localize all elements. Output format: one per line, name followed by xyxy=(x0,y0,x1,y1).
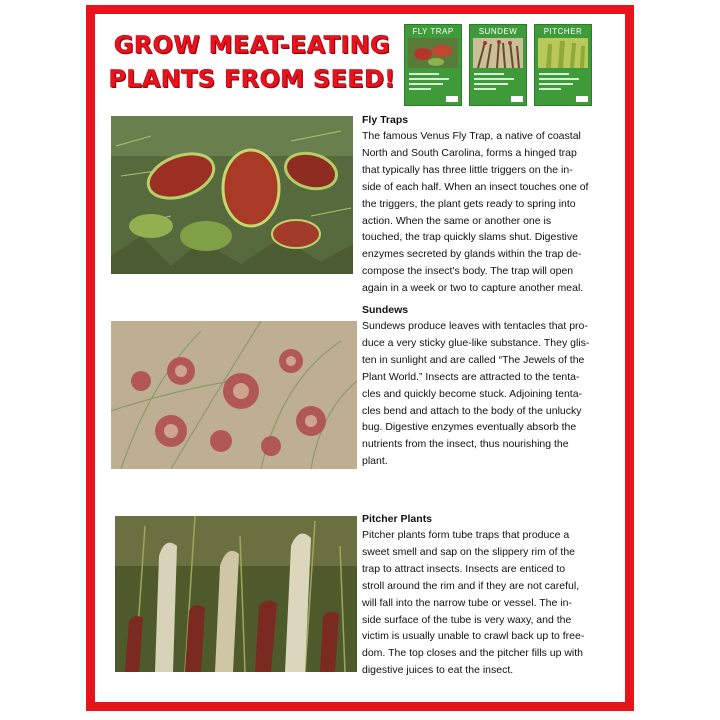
section-body xyxy=(362,318,612,470)
text-line: sweet smell and sap on the slippery rim of the xyxy=(362,545,576,558)
text-line: enzymes secreted by glands within the trap de- xyxy=(362,248,582,261)
text-line: compose the insect's body. The trap will open xyxy=(362,265,574,278)
text-line: side of each half. When an insect touches one of xyxy=(362,180,589,193)
packet-photo xyxy=(538,38,588,68)
text-line: cles and quickly become stuck. Adjoining tenta- xyxy=(362,387,583,400)
packet-text-line xyxy=(539,83,573,85)
packet-logo xyxy=(446,96,458,102)
text-line: Pitcher plants form tube traps that produce a xyxy=(362,529,570,541)
text-line: cles bend and attach to the body of the unlucky xyxy=(362,404,582,417)
section-body xyxy=(362,128,612,297)
text-line: the triggers, the plant gets ready to spring into xyxy=(362,197,576,210)
text-line: dom. The top closes and the pitcher fills up with xyxy=(362,647,584,660)
section-body xyxy=(362,527,612,679)
text-line: Sundews produce leaves with tentacles that pro- xyxy=(362,320,588,332)
text-line: plant. xyxy=(362,455,388,468)
text-line: action. When the same or another one is xyxy=(362,214,552,227)
text-line: again in a week or two to capture another meal. xyxy=(362,282,584,295)
packet-label: SUNDEW xyxy=(478,27,518,36)
packet-photo xyxy=(473,38,523,68)
packet-text-line xyxy=(409,73,439,75)
section-heading: Fly Traps xyxy=(362,114,409,126)
packet-text-line xyxy=(539,78,579,80)
text-line: The famous Venus Fly Trap, a native of coastal xyxy=(362,130,581,142)
section-sundews xyxy=(362,302,612,470)
packet-text-line xyxy=(409,83,443,85)
packet-text-line xyxy=(409,78,449,80)
packet-logo xyxy=(511,96,523,102)
pitcher-plant-photo xyxy=(115,516,357,672)
packet-label: PITCHER xyxy=(543,27,583,36)
section-heading: Sundews xyxy=(362,304,409,316)
section-fly-traps xyxy=(362,112,612,297)
packet-label: FLY TRAP xyxy=(412,27,454,36)
fly-trap-photo xyxy=(111,116,353,274)
text-line: bug. Digestive enzymes eventually absorb the xyxy=(362,421,577,434)
text-line: ten in sunlight and are called “The Jewels of the xyxy=(362,353,585,366)
text-line: touched, the trap quickly slams shut. Digestive xyxy=(362,231,578,244)
text-line: side surface of the tube is very waxy, and the xyxy=(362,613,572,626)
packet-text-line xyxy=(539,88,561,90)
packet-photo xyxy=(408,38,458,68)
text-line: digestive juices to eat the insect. xyxy=(362,664,514,677)
text-line: Plant World.” Insects are attracted to the tenta- xyxy=(362,370,580,383)
text-line: that typically has three little triggers on the in- xyxy=(362,163,573,176)
seed-packet-fly-trap xyxy=(405,25,461,105)
packet-text-line xyxy=(474,88,496,90)
text-line: victim is usually unable to crawl back up to free- xyxy=(362,630,585,643)
text-line: trap to attract insects. Insects are enticed to xyxy=(362,562,566,575)
text-line: stroll around the rim and if they are not careful, xyxy=(362,579,580,592)
packet-text-line xyxy=(474,83,508,85)
packet-logo xyxy=(576,96,588,102)
packet-text-line xyxy=(539,73,569,75)
packet-text-line xyxy=(474,78,514,80)
text-line: duce a very sticky glue-like substance. They glis- xyxy=(362,336,590,349)
poster-title xyxy=(92,28,412,96)
packet-text-line xyxy=(409,88,431,90)
text-line: will fall into the narrow tube or vessel. The in- xyxy=(362,596,572,609)
title-line-2: PLANTS FROM SEED! xyxy=(108,65,396,93)
sundew-photo xyxy=(111,321,357,469)
section-pitcher-plants xyxy=(362,511,612,679)
seed-packet-pitcher-plant xyxy=(535,25,591,105)
section-heading: Pitcher Plants xyxy=(362,513,433,525)
seed-packets xyxy=(405,25,591,105)
title-line-1: GROW MEAT-EATING xyxy=(113,31,391,59)
text-line: nutrients from the insect, thus nourishing the xyxy=(362,438,569,451)
packet-text-line xyxy=(474,73,504,75)
text-line: North and South Carolina, forms a hinged trap xyxy=(362,146,577,159)
seed-packet-sundew xyxy=(470,25,526,105)
